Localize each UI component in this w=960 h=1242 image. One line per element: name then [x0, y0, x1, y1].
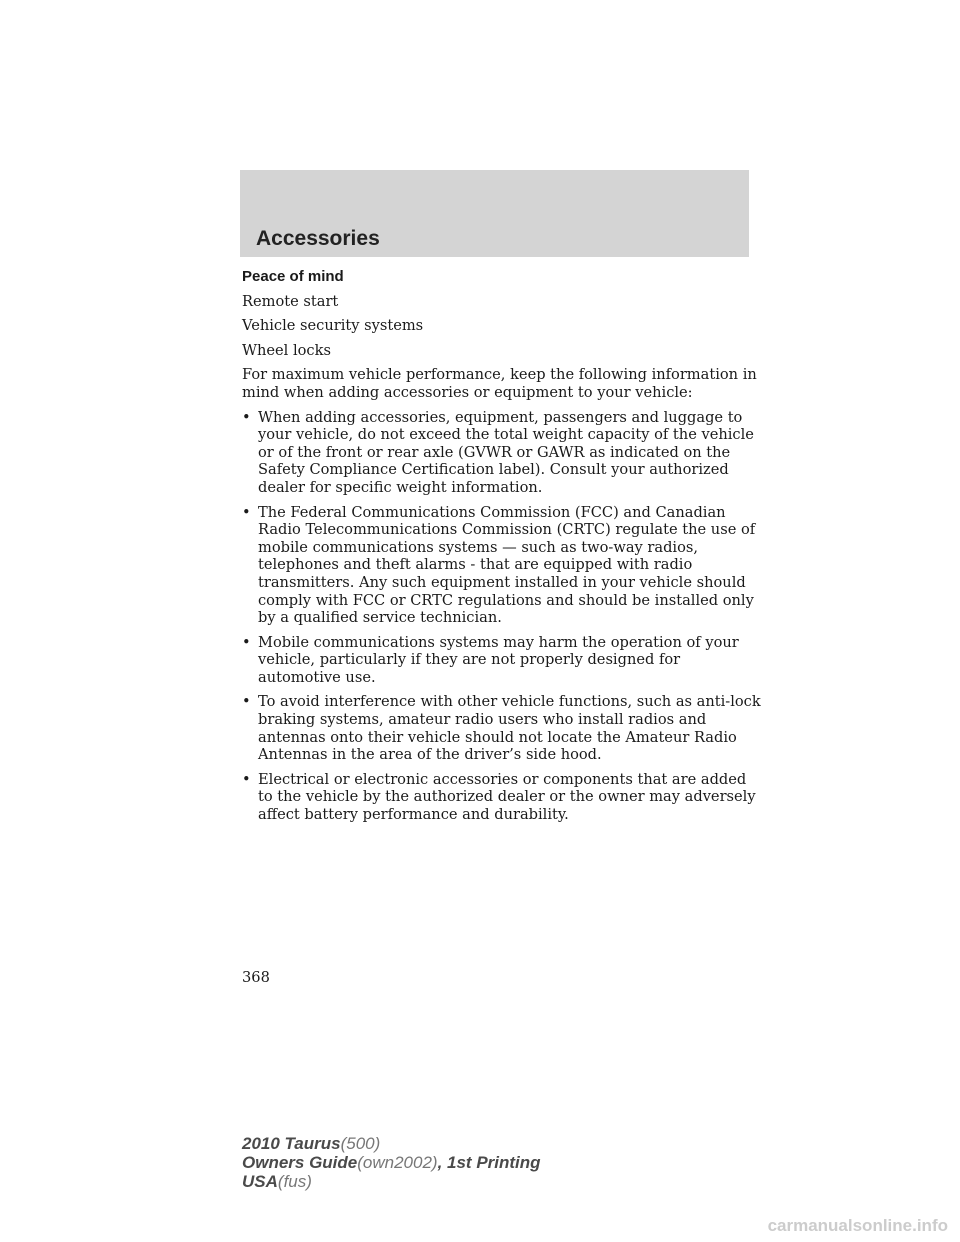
section-header-band [240, 170, 749, 257]
page-content [242, 268, 762, 831]
bullet-text: The Federal Communications Commission (FCC) and Canadian Radio Telecommunications Commission (CRTC) regulate the use of mobile communications systems — such as two-way radios, telephones and theft alarms - that are equipped with radio transmitters. Any such equipment installed in your vehicle should comply with FCC or CRTC regulations and should be installed only by a qualified service technician. [258, 503, 756, 627]
intro-paragraph: For maximum vehicle performance, keep the following information in mind when adding accessories or equipment to your vehicle: [242, 366, 757, 401]
bullet-text: Mobile communications systems may harm the operation of your vehicle, particularly if they are not properly designed for automotive use. [258, 633, 739, 686]
bullet-text: To avoid interference with other vehicle functions, such as anti-lock braking systems, amateur radio users who install radios and antennas onto their vehicle should not locate the Amateur Radio Antennas in the area of the driver’s side hood. [258, 693, 761, 764]
bullet-item [242, 771, 762, 824]
bullet-icon: • [242, 633, 251, 651]
footer-market-code: (fus) [277, 1172, 312, 1191]
bullet-item [242, 504, 762, 627]
footer-line-2 [242, 1153, 541, 1172]
list-item: Wheel locks [242, 341, 331, 359]
bullet-icon: • [242, 693, 251, 711]
section-heading: Peace of mind [242, 268, 344, 285]
bullet-item [242, 634, 762, 687]
footer-market: USA [242, 1172, 278, 1191]
footer-line-3 [242, 1172, 541, 1191]
list-item: Remote start [242, 292, 339, 310]
watermark: carmanualsonline.info [767, 1216, 948, 1235]
footer-printing: , 1st Printing [437, 1153, 541, 1172]
bullet-icon: • [242, 408, 251, 426]
footer-model-code: (500) [340, 1134, 381, 1153]
page-title: Accessories [256, 227, 380, 250]
page-number: 368 [242, 969, 270, 986]
bullet-item [242, 693, 762, 763]
footer-print-info [242, 1134, 541, 1191]
bullet-text: When adding accessories, equipment, passengers and luggage to your vehicle, do not exceed the total weight capacity of the vehicle or of the front or rear axle (GVWR or GAWR as indicated on the Safety Compliance Certification label). Consult your authorized dealer for specific weight information. [258, 408, 754, 496]
bullet-icon: • [242, 503, 251, 521]
bullet-icon: • [242, 770, 251, 788]
bullet-list [242, 409, 762, 824]
bullet-item [242, 409, 762, 497]
footer-model: 2010 Taurus [242, 1134, 341, 1153]
footer-line-1 [242, 1134, 541, 1153]
footer-guide-code: (own2002) [357, 1153, 438, 1172]
footer-guide: Owners Guide [242, 1153, 358, 1172]
bullet-text: Electrical or electronic accessories or components that are added to the vehicle by the authorized dealer or the owner may adversely affect battery performance and durability. [258, 770, 756, 824]
list-item: Vehicle security systems [242, 317, 424, 335]
